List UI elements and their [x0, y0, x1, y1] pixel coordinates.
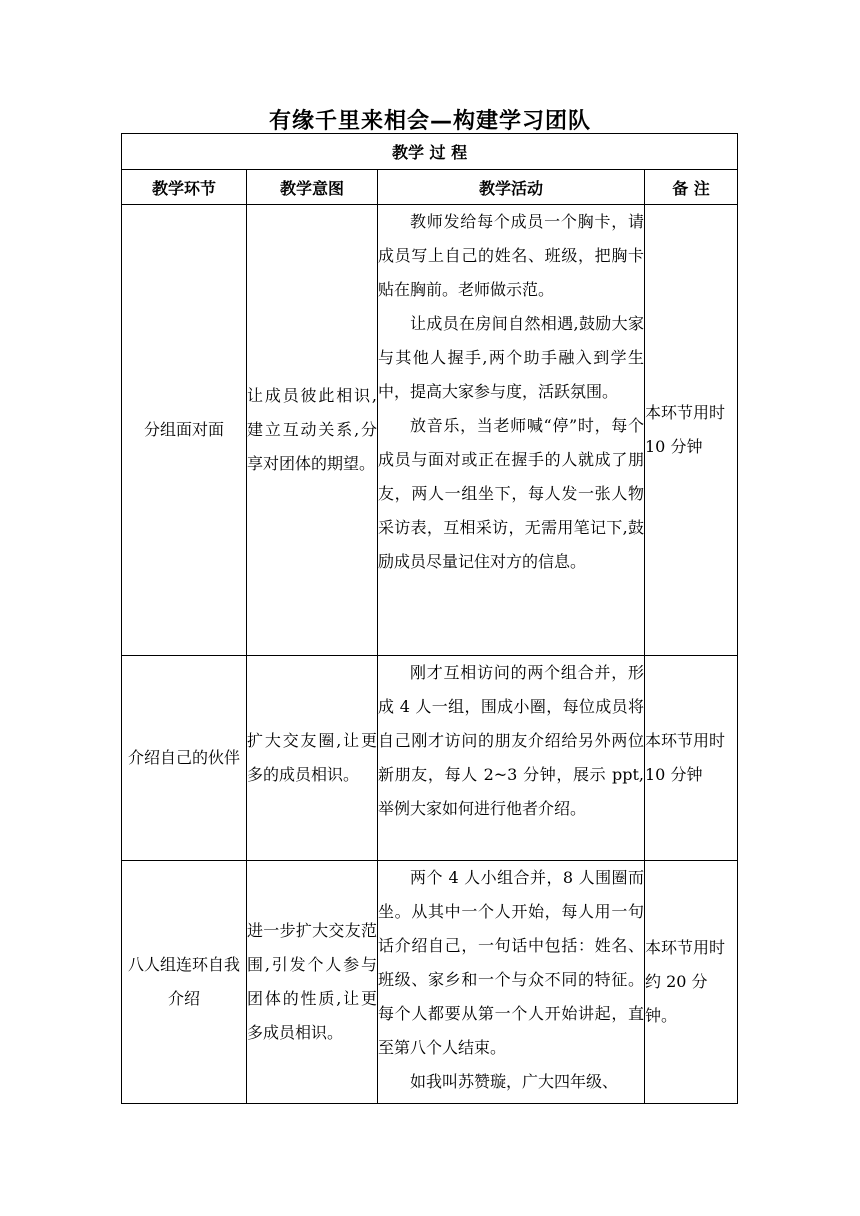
- document-title: 有缘千里来相会—构建学习团队: [268, 109, 591, 134]
- intent-cell: 进一步扩大交友范围,引发个人参与团体的性质,让更多成员相识。: [247, 861, 378, 1104]
- table-row: [122, 656, 738, 861]
- table-row: [122, 205, 738, 656]
- column-header-intent: 教学意图: [247, 170, 378, 205]
- table-row: [122, 861, 738, 1104]
- column-header-stage: 教学环节: [122, 170, 247, 205]
- activity-paragraph: 如我叫苏赞璇，广大四年级、: [410, 1072, 619, 1091]
- activity-paragraph: 放音乐，当老师喊“停”时，每个成员与面对或正在握手的人就成了朋友，两人一组坐下，每人发一张人物采访表，互相采访，无需用笔记下,鼓励成员尽量记住对方的信息。: [378, 416, 644, 571]
- stage-cell: 八人组连环自我介绍: [122, 861, 247, 1104]
- note-cell: 本环节用时 10 分钟: [645, 656, 738, 861]
- intent-cell: 扩大交友圈,让更多的成员相识。: [247, 656, 378, 861]
- activity-paragraph: 教师发给每个成员一个胸卡，请成员写上自己的姓名、班级，把胸卡贴在胸前。老师做示范。: [378, 212, 644, 299]
- activity-paragraph: 刚才互相访问的两个组合并，形成 4 人一组，围成小圈，每位成员将自己刚才访问的朋友介绍给另外两位新朋友，每人 2~3 分钟，展示 ppt,举例大家如何进行他者介绍。: [378, 663, 644, 818]
- column-header-note: 备 注: [645, 170, 738, 205]
- column-header-row: [122, 170, 738, 205]
- activity-cell: [378, 205, 645, 656]
- activity-cell: [378, 656, 645, 861]
- activity-cell: [378, 861, 645, 1104]
- process-header: 教学 过 程: [122, 134, 738, 170]
- lesson-plan-table: [121, 133, 738, 1104]
- note-cell: 本环节用时 10 分钟: [645, 205, 738, 656]
- activity-paragraph: 两个 4 人小组合并，8 人围圈而坐。从其中一个人开始，每人用一句话介绍自己，一句话中包括：姓名、班级、家乡和一个与众不同的特征。每个人都要从第一个人开始讲起，直至第八个人结束。: [378, 868, 644, 1057]
- stage-cell: 介绍自己的伙伴: [122, 656, 247, 861]
- column-header-activity: 教学活动: [378, 170, 645, 205]
- activity-paragraph: 让成员在房间自然相遇,鼓励大家与其他人握手,两个助手融入到学生中，提高大家参与度，活跃氛围。: [378, 314, 644, 401]
- stage-cell: 分组面对面: [122, 205, 247, 656]
- note-cell: 本环节用时约 20 分钟。: [645, 861, 738, 1104]
- intent-cell: 让成员彼此相识,建立互动关系,分享对团体的期望。: [247, 205, 378, 656]
